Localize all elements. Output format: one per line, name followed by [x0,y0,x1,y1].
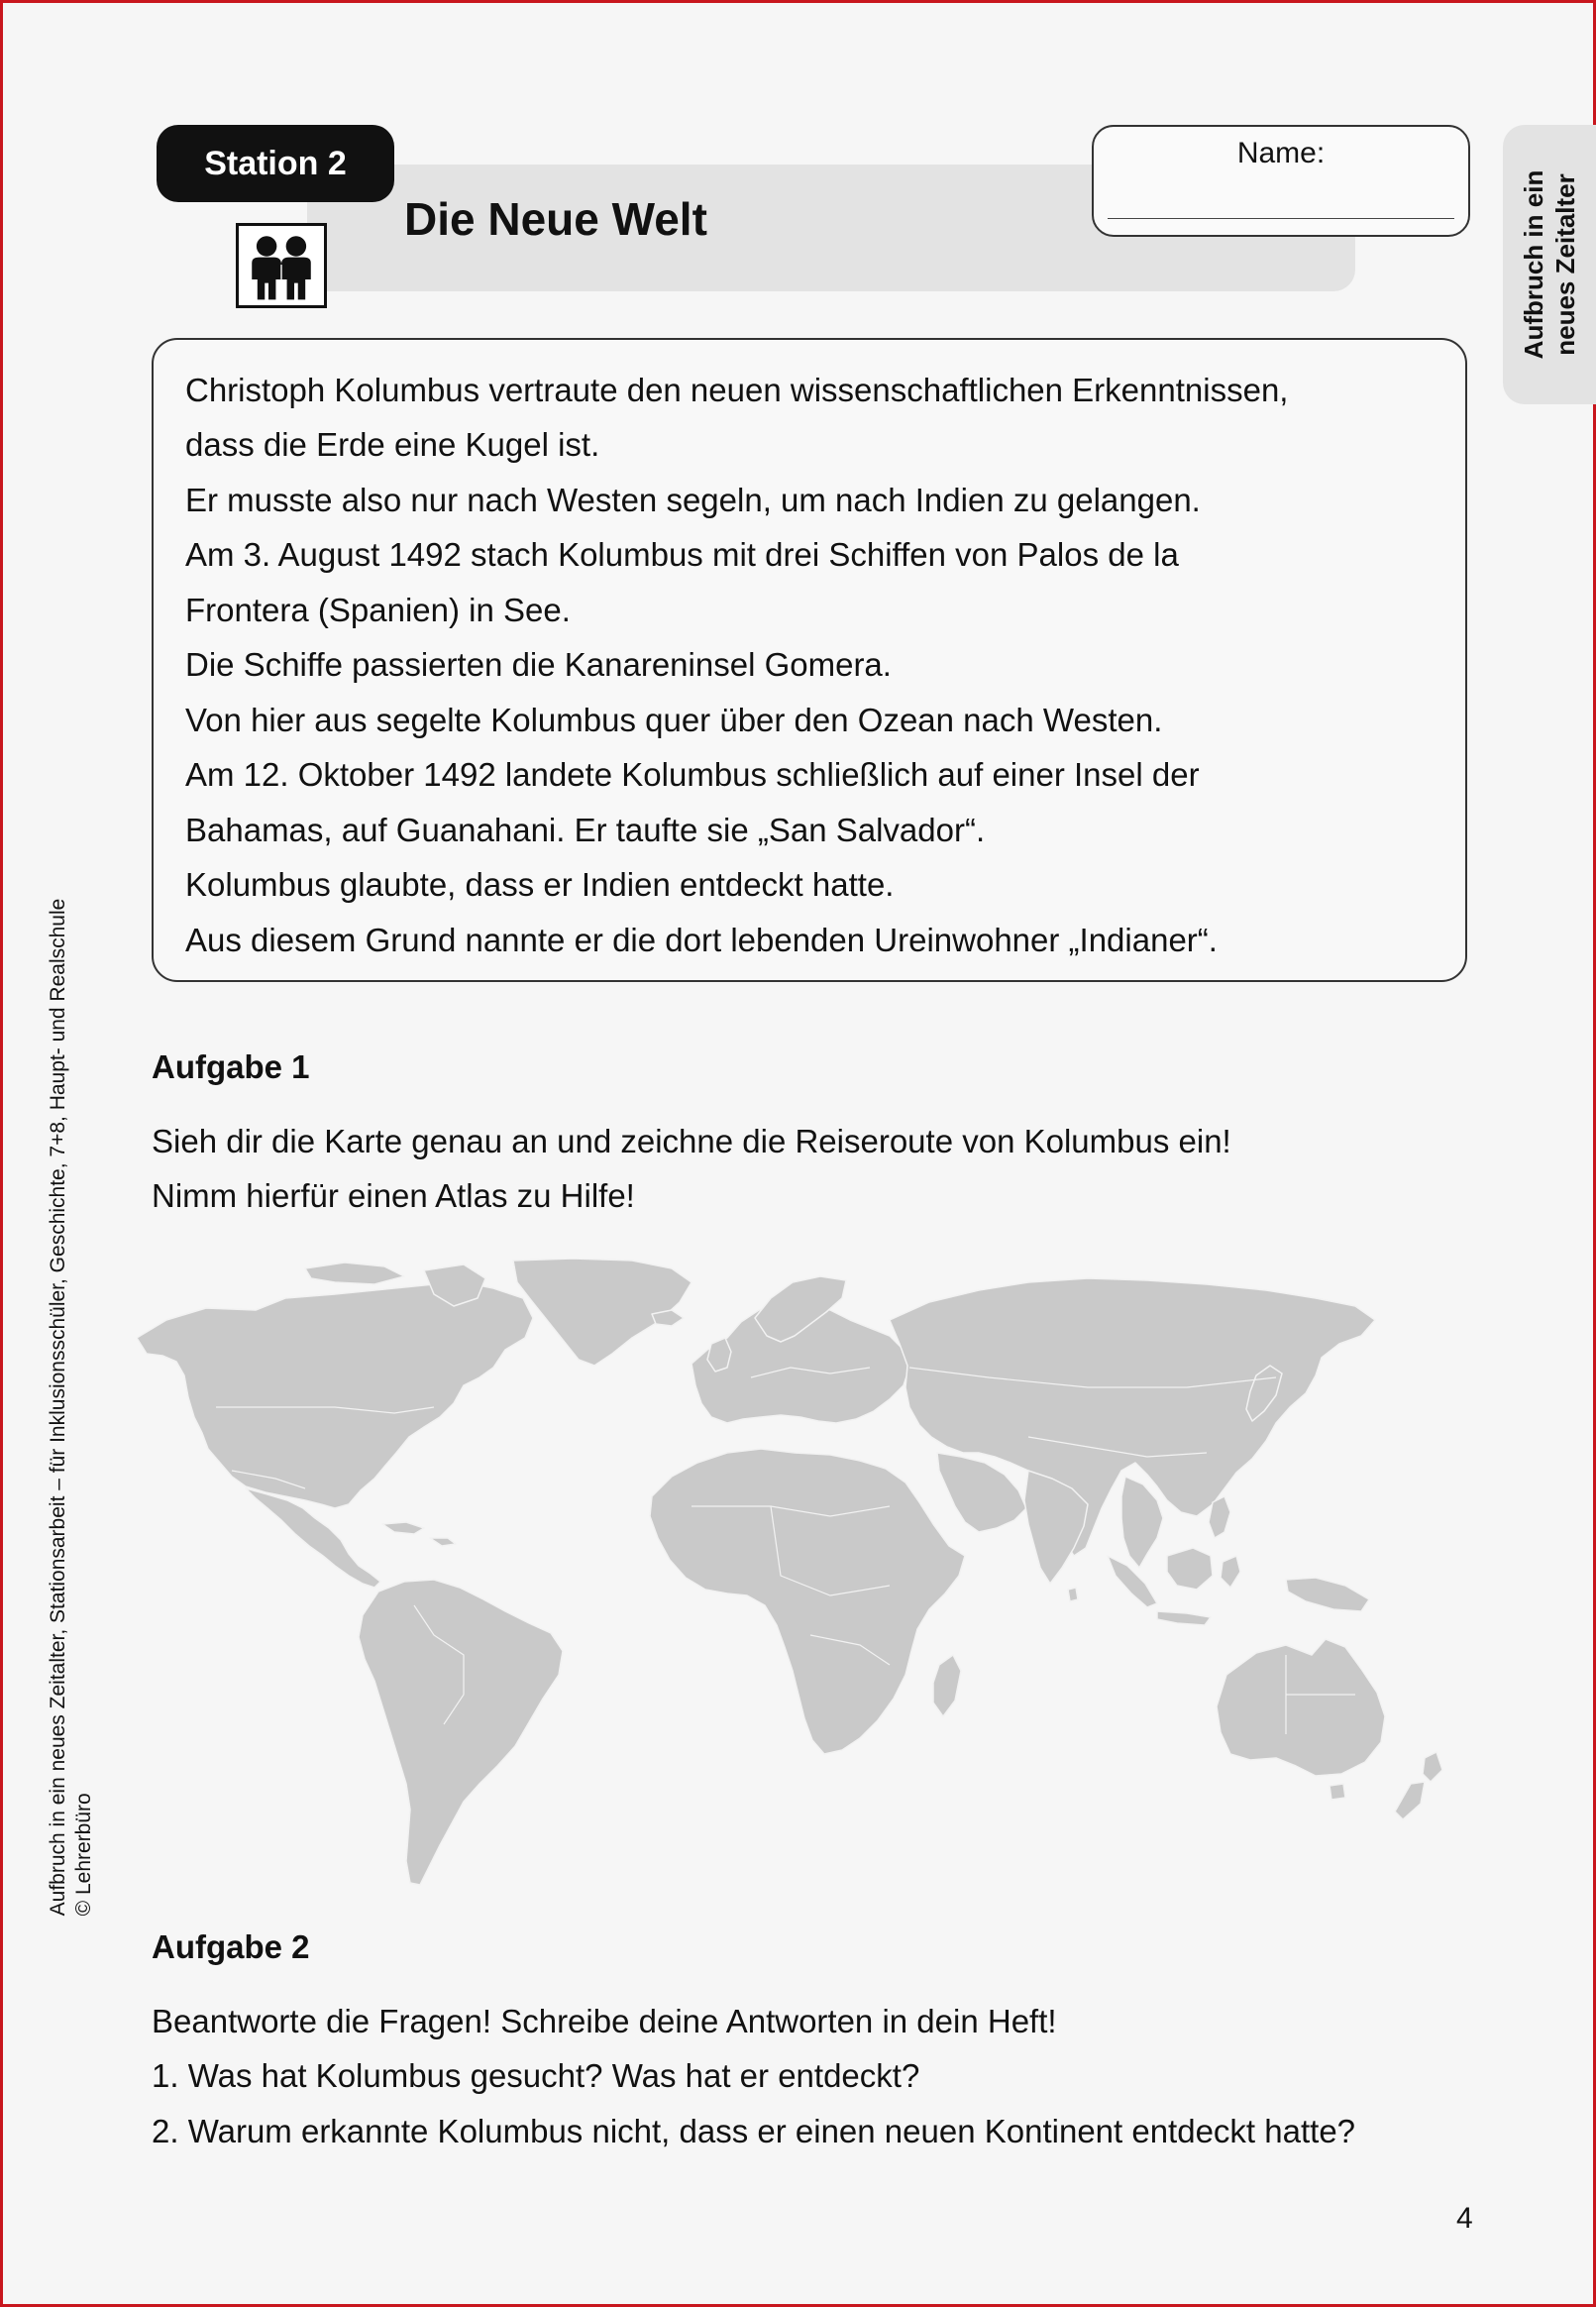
intro-line: Von hier aus segelte Kolumbus quer über den Ozean nach Westen. [185,702,1163,738]
intro-line: Frontera (Spanien) in See. [185,592,571,628]
side-tab-line-2: neues Zeitalter [1550,173,1580,356]
task-1-heading: Aufgabe 1 [152,1048,310,1085]
intro-line: Die Schiffe passierten die Kanareninsel Gomera. [185,646,892,683]
intro-line: Am 12. Oktober 1492 landete Kolumbus schließlich auf einer Insel der [185,756,1200,793]
land-iceland [652,1310,684,1326]
land-java [1157,1611,1211,1625]
land-sri-lanka [1068,1588,1078,1601]
land-north-america [137,1282,533,1508]
task-1-line: Nimm hierfür einen Atlas zu Hilfe! [152,1177,635,1214]
world-map [137,1259,1474,1903]
land-new-zealand-south [1395,1782,1425,1819]
land-philippines [1209,1496,1230,1538]
land-sulawesi [1221,1556,1240,1588]
task-1-line: Sieh dir die Karte genau an und zeichne die Reiseroute von Kolumbus ein! [152,1123,1231,1159]
partner-work-icon [236,223,327,308]
task-2-line: 1. Was hat Kolumbus gesucht? Was hat er entdeckt? [152,2057,920,2094]
task-2-line: Beantworte die Fragen! Schreibe deine Antworten in dein Heft! [152,2003,1057,2039]
land-australia [1217,1639,1385,1776]
land-arctic-islands [305,1263,404,1284]
intro-line: Christoph Kolumbus vertraute den neuen wissenschaftlichen Erkenntnissen, [185,372,1289,408]
land-new-guinea [1286,1578,1369,1611]
name-write-line [1108,218,1454,219]
page-title: Die Neue Welt [404,193,707,245]
land-sumatra [1108,1556,1157,1607]
intro-line: dass die Erde eine Kugel ist. [185,426,600,463]
land-madagascar [933,1655,961,1716]
name-field[interactable] [1092,125,1470,237]
land-south-america [359,1580,563,1885]
land-caribbean [382,1522,424,1534]
land-borneo [1167,1548,1213,1590]
copyright-credit [46,899,97,1917]
land-caribbean-2 [430,1538,456,1546]
name-label: Name: [1236,137,1326,169]
intro-line: Er musste also nur nach Westen segeln, um nach Indien zu gelangen. [185,482,1201,518]
land-tasmania [1330,1784,1345,1800]
page-number: 4 [1456,2202,1473,2235]
intro-line: Aus diesem Grund nannte er die dort lebenden Ureinwohner „Indianer“. [185,922,1218,958]
land-southeast-asia [1121,1477,1163,1568]
intro-line: Bahamas, auf Guanahani. Er taufte sie „San Salvador“. [185,812,986,848]
land-central-america [246,1488,380,1588]
chapter-side-tab-text [1518,170,1581,360]
land-africa [650,1449,965,1754]
intro-text-box [152,338,1467,982]
side-tab-line-1: Aufbruch in ein [1519,169,1548,360]
intro-line: Kolumbus glaubte, dass er Indien entdeckt hatte. [185,866,895,903]
station-badge: Station 2 [157,125,394,202]
chapter-side-tab [1503,125,1596,404]
task-2-heading: Aufgabe 2 [152,1928,310,1965]
task-2-line: 2. Warum erkannte Kolumbus nicht, dass er einen neuen Kontinent entdeckt hatte? [152,2113,1356,2149]
land-new-zealand [1423,1752,1442,1782]
land-arabia [937,1453,1026,1532]
credit-line-1: Aufbruch in ein neues Zeitalter, Stationsarbeit – für Inklusionsschüler, Geschichte, 7+8, Haupt- und Realschule [47,898,69,1917]
credit-line-2: © Lehrerbüro [72,1793,95,1917]
intro-line: Am 3. August 1492 stach Kolumbus mit drei Schiffen von Palos de la [185,536,1179,573]
